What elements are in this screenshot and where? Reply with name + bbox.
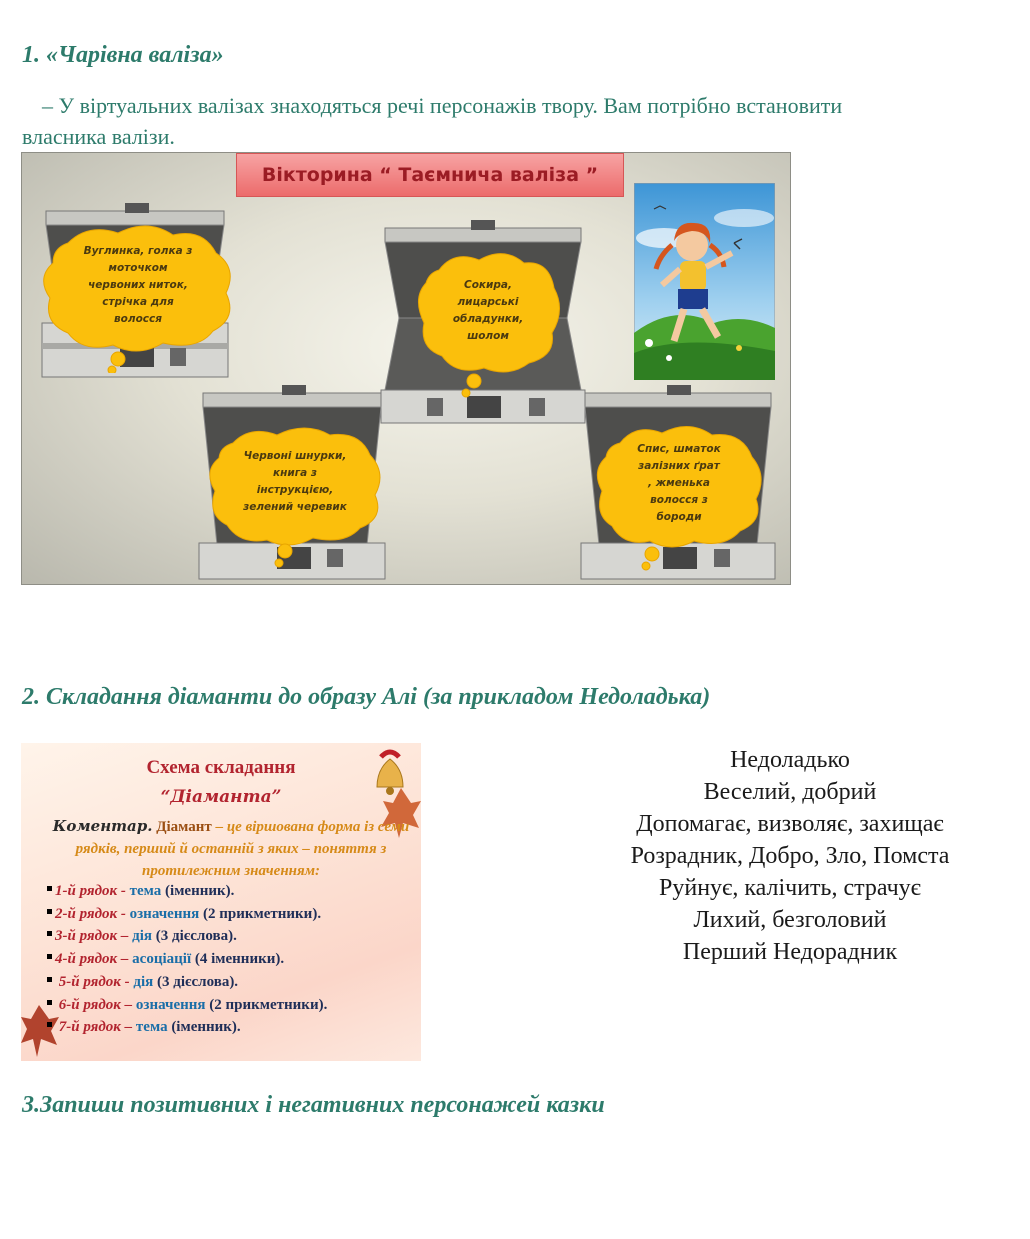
section1-heading: 1. «Чарівна валіза»: [22, 42, 224, 68]
comment-word: Діамант: [156, 819, 212, 835]
scheme-row: 5-й рядок - дія (3 дієслова).: [47, 971, 327, 994]
poem-line: Недоладько: [730, 747, 850, 773]
bubble-line: зелений черевик: [243, 501, 347, 513]
bubble-line: червоних ниток,: [88, 279, 188, 291]
bubble-case-2: [414, 248, 562, 373]
diamond-poem: [590, 744, 990, 968]
comment-text: – це віршована форма із семи рядків, перший й останній з яких – поняття з протилежним значенням:: [75, 819, 410, 879]
scheme-row: 7-й рядок – тема (іменник).: [47, 1016, 327, 1039]
bubble-line: книга з: [272, 467, 318, 479]
bubble-case-4: [594, 421, 764, 546]
section1-paragraph: [22, 90, 1030, 152]
poem-line: Лихий, безголовий: [693, 907, 887, 933]
scheme-comment: [41, 815, 421, 882]
case-1-items: [84, 243, 193, 328]
bullet-icon: [47, 1022, 52, 1027]
bubble-line: , жменька: [648, 477, 710, 489]
quiz-title: Вікторина “ Таємнича валіза ”: [236, 153, 624, 197]
girl-illustration: [634, 183, 775, 380]
scheme-rows: [47, 880, 327, 1039]
case-4-items: [637, 441, 720, 526]
poem-line: Веселий, добрий: [703, 779, 877, 805]
bubble-case-1: [38, 223, 238, 348]
scheme-row: 4-й рядок – асоціації (4 іменники).: [47, 948, 327, 971]
bullet-icon: [47, 886, 52, 891]
quiz-slide-image: [21, 152, 791, 585]
paragraph-line-2: власника валізи.: [22, 124, 175, 149]
scheme-row: 6-й рядок – означення (2 прикметники).: [47, 994, 327, 1017]
scheme-subtitle: “Діаманта”: [160, 787, 282, 807]
poem-line: Руйнує, калічить, страчує: [659, 875, 921, 901]
case-3-items: [243, 448, 347, 516]
comment-label: Коментар.: [52, 817, 153, 835]
bubble-line: Спис, шматок: [637, 443, 721, 455]
bubble-line: Вуглинка, голка з: [83, 245, 193, 257]
section2-heading: 2. Складання діаманти до образу Алі (за прикладом Недоладька): [22, 684, 711, 710]
bubble-line: волосся: [114, 313, 162, 325]
case-2-items: [453, 277, 523, 345]
scheme-title: Схема складання: [146, 757, 296, 778]
bubble-line: стрічка для: [102, 296, 174, 308]
poem-line: Допомагає, визволяє, захищає: [636, 811, 944, 837]
bubble-line: Сокира,: [464, 278, 512, 291]
section3-heading: 3.Запиши позитивних і негативних персонажей казки: [22, 1092, 605, 1118]
scheme-row: 3-й рядок – дія (3 дієслова).: [47, 925, 327, 948]
bubble-line: Червоні шнурки,: [243, 450, 347, 462]
paragraph-line-1: – У віртуальних валізах знаходяться речі персонажів твору. Вам потрібно встановити: [42, 93, 843, 118]
bullet-icon: [47, 1000, 52, 1005]
bubble-line: шолом: [467, 329, 509, 342]
bullet-icon: [47, 909, 52, 914]
bubble-case-3: [205, 423, 385, 541]
scheme-row: 1-й рядок - тема (іменник).: [47, 880, 327, 903]
poem-line: Перший Недорадник: [682, 939, 898, 965]
bullet-icon: [47, 954, 52, 959]
bullet-icon: [47, 977, 52, 982]
bubble-line: бороди: [656, 511, 702, 523]
bubble-line: залізних ґрат: [638, 460, 720, 472]
bubble-line: волосся з: [650, 494, 708, 506]
poem-line: Розрадник, Добро, Зло, Помста: [630, 843, 950, 869]
diamond-scheme-image: [21, 743, 421, 1061]
bubble-line: обладунки,: [452, 312, 524, 325]
bubble-line: моточком: [108, 262, 168, 274]
bubble-line: інструкцією,: [256, 484, 334, 496]
bubble-line: лицарські: [457, 295, 519, 308]
scheme-row: 2-й рядок - означення (2 прикметники).: [47, 903, 327, 926]
bullet-icon: [47, 931, 52, 936]
